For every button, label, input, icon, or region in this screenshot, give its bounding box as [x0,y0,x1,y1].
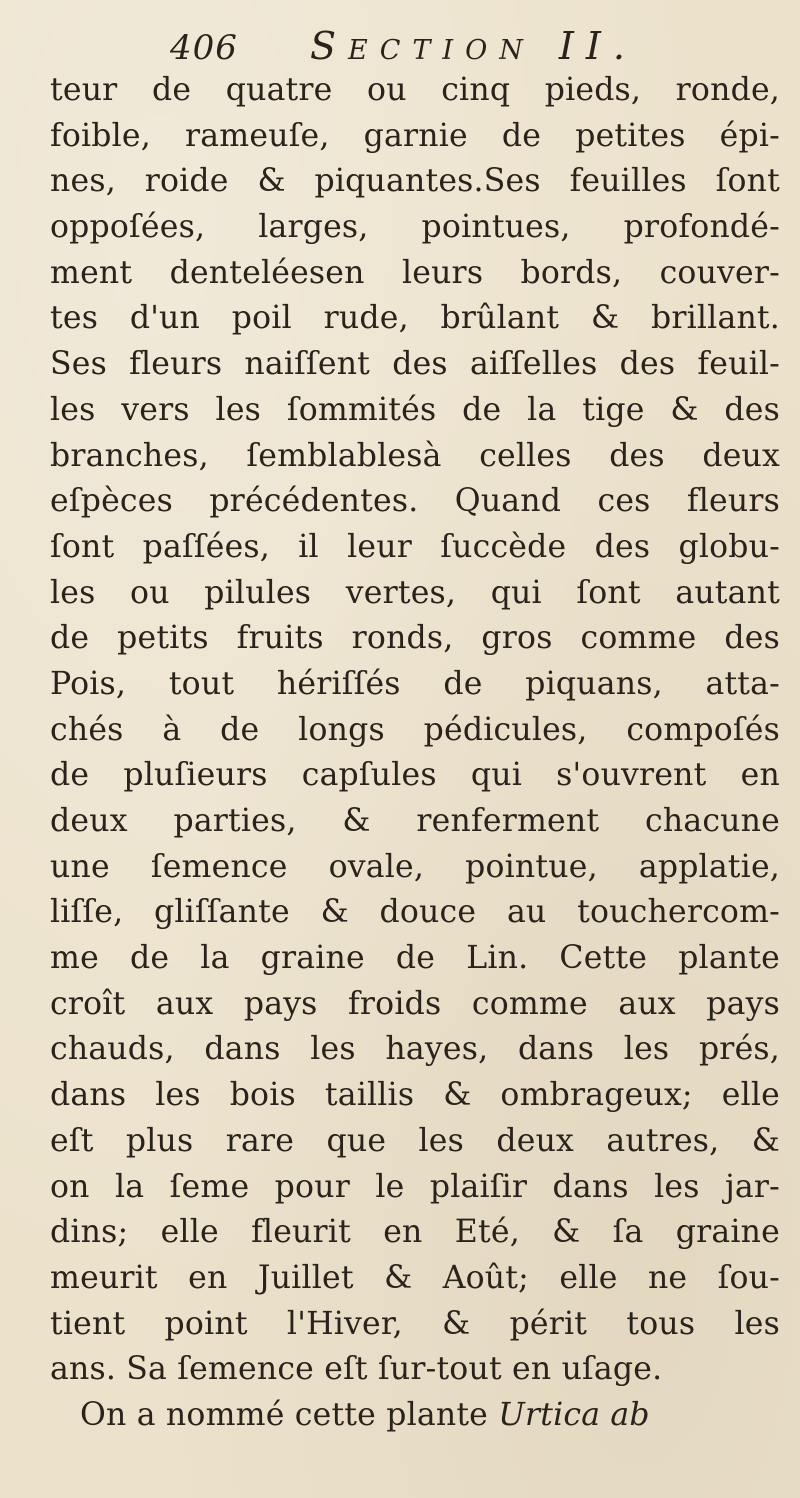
text-line: tes d'un poil rude, brûlant & brillant. [50,300,780,337]
text-line: ſont paſſées, il leur ſuccède des globu- [50,528,780,565]
text-line: les vers les ſommités de la tige & des [50,391,780,428]
text-line: eſpèces précédentes. Quand ces fleurs [50,483,780,520]
text-line: me de la graine de Lin. Cette plante [50,940,780,977]
text-line: teur de quatre ou cinq pieds, ronde, [50,72,780,108]
text-line: deux parties, & renferment chacune [50,803,780,839]
text-line: foible, rameuſe, garnie de petites épi- [50,117,780,154]
running-head: Section II. [310,24,638,68]
latin-name: Urtica ab [498,1396,650,1433]
text-line: branches, ſemblablesà celles des deux [50,437,780,474]
text-line: on la ſeme pour le plaiſir dans les jar- [50,1168,780,1205]
text-line: tient point l'Hiver, & périt tous les [50,1305,780,1342]
text-line: ment denteléesen leurs bords, couver- [50,254,780,291]
text-line: ans. Sa ſemence eſt ſur-tout en uſage. [50,1351,663,1388]
text-line: Pois, tout hériſſés de piquans, atta- [50,665,780,702]
page-number: 406 [170,28,238,68]
text-line: chés à de longs pédicules, compoſés [50,711,780,748]
text-line: oppoſées, larges, pointues, profondé- [50,209,780,246]
text-line: Ses fleurs naiſſent des aiſſelles des feuil- [50,346,780,383]
text-line: de pluſieurs capſules qui s'ouvrent en [50,757,780,794]
text-line: meurit en Juillet & Août; elle ne ſou- [50,1259,780,1296]
text-line: dans les bois taillis & ombrageux; elle [50,1077,780,1114]
last-line-text: On a nommé cette plante [80,1396,489,1433]
last-text-line [50,1393,780,1439]
text-line: les ou pilules vertes, qui ſont autant [50,574,780,611]
body-text [50,68,780,1439]
text-line: nes, roide & piquantes.Ses feuilles ſont [50,163,780,200]
text-line: eſt plus rare que les deux autres, & [50,1122,780,1159]
text-line: chauds, dans les hayes, dans les prés, [50,1031,780,1068]
text-line: croît aux pays froids comme aux pays [50,985,780,1022]
text-line: liſſe, gliſſante & douce au touchercom- [50,894,780,931]
text-line: une ſemence ovale, pointue, applatie, [50,848,780,885]
text-line: de petits fruits ronds, gros comme des [50,620,780,657]
text-line: dins; elle fleurit en Eté, & ſa graine [50,1214,780,1251]
